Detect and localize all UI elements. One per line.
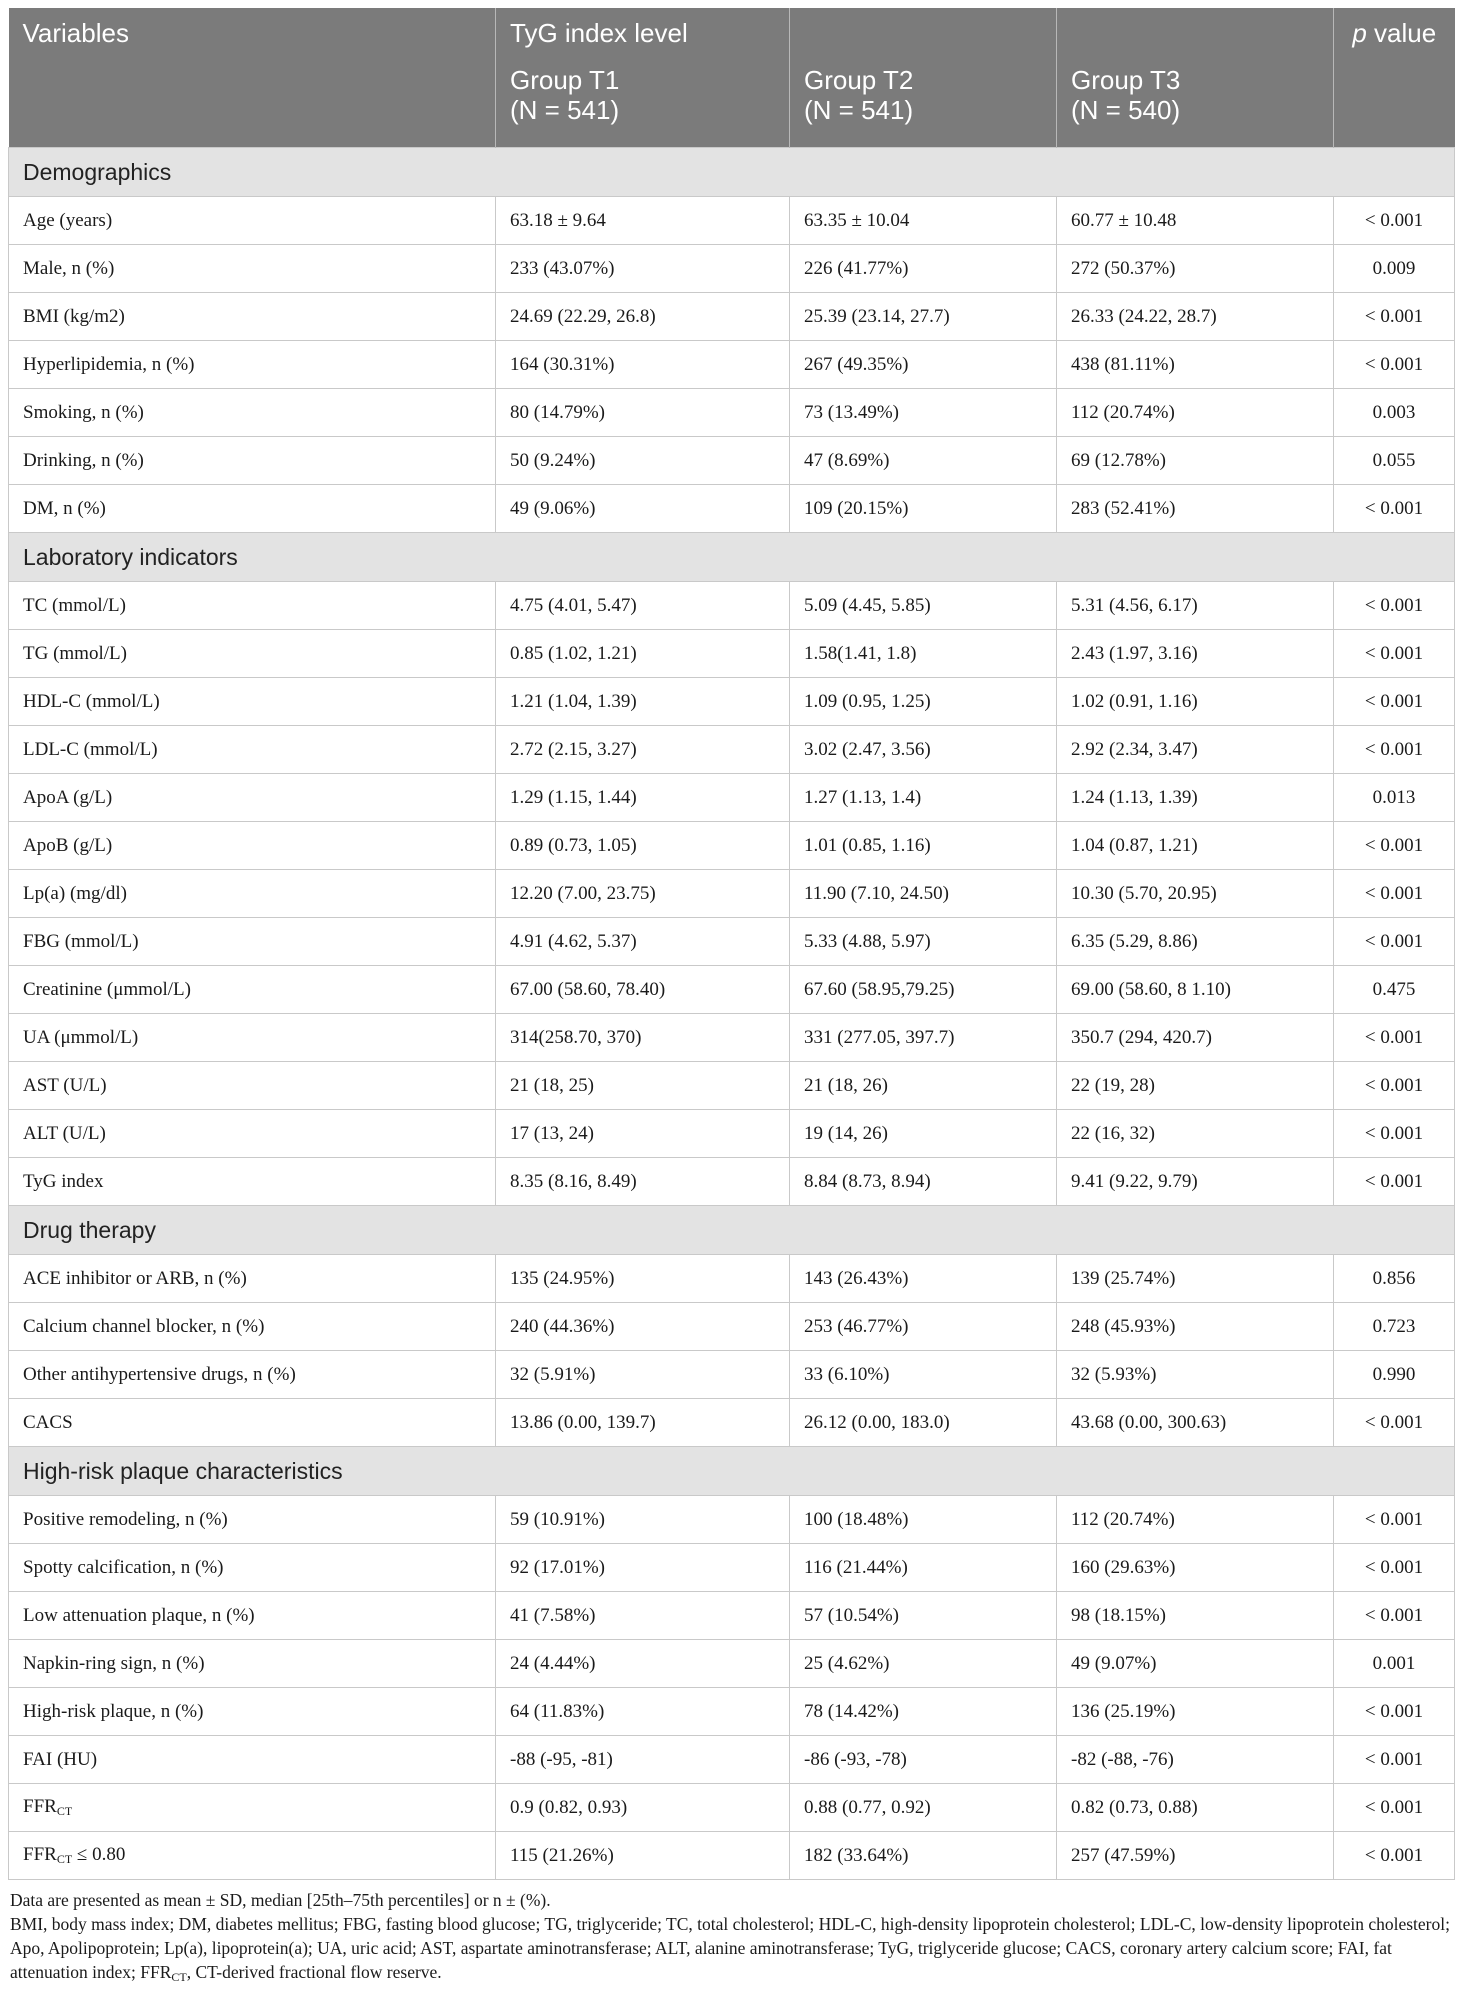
cell-group-t1: 1.29 (1.15, 1.44): [496, 774, 790, 822]
cell-group-t1: 135 (24.95%): [496, 1255, 790, 1303]
cell-group-t3: 49 (9.07%): [1057, 1640, 1334, 1688]
variable-subscript: CT: [56, 1852, 73, 1866]
variable-name: TC (mmol/L): [23, 594, 126, 616]
table-row: [9, 293, 1455, 341]
table-row: [9, 485, 1455, 533]
section-title: Demographics: [9, 148, 1455, 197]
cell-p-value: 0.475: [1334, 966, 1455, 1014]
cell-group-t3: 2.43 (1.97, 3.16): [1057, 630, 1334, 678]
cell-group-t1: -88 (-95, -81): [496, 1736, 790, 1784]
cell-group-t3: 0.82 (0.73, 0.88): [1057, 1784, 1334, 1832]
variable-name: ACE inhibitor or ARB, n (%): [23, 1267, 247, 1289]
header-group-t1: [496, 59, 790, 148]
variable-name: Lp(a) (mg/dl): [23, 882, 127, 904]
table-footnotes: [8, 1888, 1454, 1989]
cell-group-t2: 67.60 (58.95,79.25): [790, 966, 1057, 1014]
table-row: [9, 197, 1455, 245]
cell-group-t1: 314(258.70, 370): [496, 1014, 790, 1062]
variable-name: Calcium channel blocker, n (%): [23, 1315, 265, 1337]
cell-group-t3: 6.35 (5.29, 8.86): [1057, 918, 1334, 966]
cell-variable: [9, 437, 496, 485]
cell-variable: [9, 630, 496, 678]
cell-variable: [9, 341, 496, 389]
cell-group-t1: 4.91 (4.62, 5.37): [496, 918, 790, 966]
variable-name: CACS: [23, 1411, 73, 1433]
cell-group-t3: 9.41 (9.22, 9.79): [1057, 1158, 1334, 1206]
cell-group-t3: 248 (45.93%): [1057, 1303, 1334, 1351]
cell-group-t2: 100 (18.48%): [790, 1496, 1057, 1544]
cell-p-value: < 0.001: [1334, 822, 1455, 870]
cell-variable: [9, 1736, 496, 1784]
table-row: [9, 1158, 1455, 1206]
header-row-1: [9, 8, 1455, 59]
cell-variable: [9, 822, 496, 870]
cell-group-t3: 69 (12.78%): [1057, 437, 1334, 485]
cell-p-value: < 0.001: [1334, 485, 1455, 533]
cell-group-t3: 5.31 (4.56, 6.17): [1057, 582, 1334, 630]
cell-variable: [9, 1110, 496, 1158]
variable-name: Low attenuation plaque, n (%): [23, 1604, 255, 1626]
cell-p-value: < 0.001: [1334, 197, 1455, 245]
table-row: [9, 245, 1455, 293]
cell-group-t1: 0.9 (0.82, 0.93): [496, 1784, 790, 1832]
cell-group-t2: 226 (41.77%): [790, 245, 1057, 293]
table-row: [9, 1110, 1455, 1158]
cell-group-t1: 0.85 (1.02, 1.21): [496, 630, 790, 678]
cell-group-t1: 80 (14.79%): [496, 389, 790, 437]
cell-group-t1: 50 (9.24%): [496, 437, 790, 485]
cell-group-t1: 32 (5.91%): [496, 1351, 790, 1399]
cell-variable: [9, 1496, 496, 1544]
footnote-abbreviations: [10, 1912, 1454, 1989]
table-row: [9, 1736, 1455, 1784]
cell-variable: [9, 1784, 496, 1832]
cell-group-t2: 267 (49.35%): [790, 341, 1057, 389]
table-row: [9, 437, 1455, 485]
header-empty-t3: [1057, 8, 1334, 59]
header-empty-p: [1334, 59, 1455, 148]
cell-variable: [9, 1832, 496, 1880]
group-n: (N = 541): [510, 95, 620, 125]
variable-name: FFR: [23, 1796, 57, 1817]
cell-group-t3: 43.68 (0.00, 300.63): [1057, 1399, 1334, 1447]
variable-name: Drinking, n (%): [23, 449, 144, 471]
cell-p-value: 0.723: [1334, 1303, 1455, 1351]
cell-group-t3: 22 (19, 28): [1057, 1062, 1334, 1110]
cell-group-t3: 136 (25.19%): [1057, 1688, 1334, 1736]
variable-name: Other antihypertensive drugs, n (%): [23, 1363, 296, 1385]
cell-p-value: 0.856: [1334, 1255, 1455, 1303]
cell-group-t3: 350.7 (294, 420.7): [1057, 1014, 1334, 1062]
cell-variable: [9, 1255, 496, 1303]
table-row: [9, 1351, 1455, 1399]
cell-group-t2: 78 (14.42%): [790, 1688, 1057, 1736]
table-row: [9, 1496, 1455, 1544]
group-name: Group T1: [510, 65, 620, 95]
cell-variable: [9, 197, 496, 245]
cell-group-t1: 233 (43.07%): [496, 245, 790, 293]
cell-group-t1: 240 (44.36%): [496, 1303, 790, 1351]
variable-name: FAI (HU): [23, 1748, 98, 1770]
cell-group-t1: 8.35 (8.16, 8.49): [496, 1158, 790, 1206]
cell-group-t2: 33 (6.10%): [790, 1351, 1057, 1399]
table-row: [9, 966, 1455, 1014]
cell-variable: [9, 726, 496, 774]
cell-p-value: < 0.001: [1334, 1832, 1455, 1880]
footnote-abbrev-sub: CT: [171, 1970, 187, 1984]
cell-p-value: < 0.001: [1334, 1544, 1455, 1592]
cell-group-t1: 4.75 (4.01, 5.47): [496, 582, 790, 630]
table-row: [9, 1014, 1455, 1062]
table-row: [9, 774, 1455, 822]
cell-group-t3: 22 (16, 32): [1057, 1110, 1334, 1158]
cell-group-t2: 21 (18, 26): [790, 1062, 1057, 1110]
cell-variable: [9, 293, 496, 341]
table-row: [9, 582, 1455, 630]
table-row: [9, 1062, 1455, 1110]
cell-p-value: < 0.001: [1334, 1062, 1455, 1110]
cell-group-t1: 64 (11.83%): [496, 1688, 790, 1736]
group-name: Group T3: [1071, 65, 1181, 95]
cell-p-value: < 0.001: [1334, 870, 1455, 918]
cell-group-t1: 0.89 (0.73, 1.05): [496, 822, 790, 870]
cell-variable: [9, 870, 496, 918]
cell-group-t3: 160 (29.63%): [1057, 1544, 1334, 1592]
table-row: [9, 870, 1455, 918]
cell-group-t2: 331 (277.05, 397.7): [790, 1014, 1057, 1062]
cell-group-t1: 164 (30.31%): [496, 341, 790, 389]
variable-name: Hyperlipidemia, n (%): [23, 353, 195, 375]
cell-group-t2: 73 (13.49%): [790, 389, 1057, 437]
table-body: [9, 148, 1455, 1880]
cell-group-t3: 60.77 ± 10.48: [1057, 197, 1334, 245]
section-header-row: [9, 1447, 1455, 1496]
cell-p-value: < 0.001: [1334, 1399, 1455, 1447]
cell-group-t3: 10.30 (5.70, 20.95): [1057, 870, 1334, 918]
variable-name: Positive remodeling, n (%): [23, 1508, 228, 1530]
cell-p-value: < 0.001: [1334, 1110, 1455, 1158]
cell-group-t1: 115 (21.26%): [496, 1832, 790, 1880]
table-row: [9, 630, 1455, 678]
cell-variable: [9, 966, 496, 1014]
cell-group-t2: 8.84 (8.73, 8.94): [790, 1158, 1057, 1206]
cell-variable: [9, 1062, 496, 1110]
table-row: [9, 389, 1455, 437]
cell-variable: [9, 389, 496, 437]
table-row: [9, 341, 1455, 389]
table-row: [9, 726, 1455, 774]
table-row: [9, 1544, 1455, 1592]
variable-name: ApoA (g/L): [23, 786, 113, 808]
cell-group-t1: 21 (18, 25): [496, 1062, 790, 1110]
variable-name: ApoB (g/L): [23, 834, 113, 856]
cell-p-value: 0.990: [1334, 1351, 1455, 1399]
header-p-value: [1334, 8, 1455, 59]
cell-group-t3: 32 (5.93%): [1057, 1351, 1334, 1399]
footnote-data-presentation: Data are presented as mean ± SD, median [25th–75th percentiles] or n ± (%).: [10, 1890, 551, 1910]
table-row: [9, 678, 1455, 726]
cell-group-t2: 57 (10.54%): [790, 1592, 1057, 1640]
cell-group-t2: -86 (-93, -78): [790, 1736, 1057, 1784]
cell-p-value: < 0.001: [1334, 1688, 1455, 1736]
cell-variable: [9, 1592, 496, 1640]
cell-group-t1: 59 (10.91%): [496, 1496, 790, 1544]
cell-p-value: < 0.001: [1334, 1496, 1455, 1544]
cell-variable: [9, 774, 496, 822]
cell-group-t3: 1.02 (0.91, 1.16): [1057, 678, 1334, 726]
variable-name: Male, n (%): [23, 257, 115, 279]
header-row-2: [9, 59, 1455, 148]
variable-name: Napkin-ring sign, n (%): [23, 1652, 205, 1674]
cell-group-t1: 12.20 (7.00, 23.75): [496, 870, 790, 918]
cell-group-t2: 143 (26.43%): [790, 1255, 1057, 1303]
group-n: (N = 540): [1071, 95, 1181, 125]
cell-group-t2: 1.09 (0.95, 1.25): [790, 678, 1057, 726]
variable-name: Age (years): [23, 209, 113, 231]
header-p-rest: value: [1366, 18, 1437, 48]
cell-group-t2: 1.27 (1.13, 1.4): [790, 774, 1057, 822]
cell-group-t1: 17 (13, 24): [496, 1110, 790, 1158]
table-row: [9, 1592, 1455, 1640]
cell-variable: [9, 1544, 496, 1592]
cell-group-t2: 47 (8.69%): [790, 437, 1057, 485]
variable-name: FFR: [23, 1844, 57, 1865]
cell-group-t1: 24.69 (22.29, 26.8): [496, 293, 790, 341]
group-name: Group T2: [804, 65, 914, 95]
cell-group-t2: 5.33 (4.88, 5.97): [790, 918, 1057, 966]
header-group-t2: [790, 59, 1057, 148]
header-p-italic: p: [1352, 18, 1367, 48]
header-empty-variables: [9, 59, 496, 148]
section-header-row: [9, 533, 1455, 582]
variable-name: FBG (mmol/L): [23, 930, 139, 952]
table-row: [9, 1399, 1455, 1447]
cell-group-t2: 109 (20.15%): [790, 485, 1057, 533]
cell-group-t1: 13.86 (0.00, 139.7): [496, 1399, 790, 1447]
variable-name: LDL-C (mmol/L): [23, 738, 158, 760]
variable-name: High-risk plaque, n (%): [23, 1700, 204, 1722]
cell-group-t1: 92 (17.01%): [496, 1544, 790, 1592]
variable-name: ALT (U/L): [23, 1122, 106, 1144]
variable-subscript: CT: [56, 1804, 73, 1818]
cell-group-t2: 116 (21.44%): [790, 1544, 1057, 1592]
header-empty-t2: [790, 8, 1057, 59]
table-row: [9, 1784, 1455, 1832]
header-group-t3: [1057, 59, 1334, 148]
cell-group-t2: 182 (33.64%): [790, 1832, 1057, 1880]
cell-group-t2: 25 (4.62%): [790, 1640, 1057, 1688]
cell-group-t3: 26.33 (24.22, 28.7): [1057, 293, 1334, 341]
variable-name: Spotty calcification, n (%): [23, 1556, 224, 1578]
table-container: [8, 8, 1454, 1989]
cell-p-value: < 0.001: [1334, 341, 1455, 389]
cell-group-t3: 139 (25.74%): [1057, 1255, 1334, 1303]
variable-suffix: ≤ 0.80: [72, 1844, 126, 1865]
variable-name: DM, n (%): [23, 497, 106, 519]
cell-p-value: < 0.001: [1334, 1592, 1455, 1640]
table-row: [9, 822, 1455, 870]
cell-group-t2: 63.35 ± 10.04: [790, 197, 1057, 245]
cell-group-t3: 69.00 (58.60, 8 1.10): [1057, 966, 1334, 1014]
cell-variable: [9, 245, 496, 293]
cell-variable: [9, 485, 496, 533]
cell-group-t2: 5.09 (4.45, 5.85): [790, 582, 1057, 630]
variable-name: Smoking, n (%): [23, 401, 144, 423]
cell-group-t2: 253 (46.77%): [790, 1303, 1057, 1351]
cell-group-t2: 26.12 (0.00, 183.0): [790, 1399, 1057, 1447]
header-tyg-level: TyG index level: [496, 8, 790, 59]
cell-group-t3: 1.24 (1.13, 1.39): [1057, 774, 1334, 822]
cell-variable: [9, 1303, 496, 1351]
cell-variable: [9, 582, 496, 630]
cell-p-value: 0.055: [1334, 437, 1455, 485]
cell-group-t1: 49 (9.06%): [496, 485, 790, 533]
baseline-characteristics-table: [8, 8, 1455, 1880]
cell-p-value: < 0.001: [1334, 293, 1455, 341]
cell-variable: [9, 918, 496, 966]
variable-name: Creatinine (μmmol/L): [23, 978, 191, 1000]
cell-group-t1: 63.18 ± 9.64: [496, 197, 790, 245]
cell-group-t2: 1.58(1.41, 1.8): [790, 630, 1057, 678]
footnote-abbrev-main: BMI, body mass index; DM, diabetes mellitus; FBG, fasting blood glucose; TG, triglyceride; TC, total cholesterol; HDL-C, high-density lipoprotein cholesterol; LDL-C, low-density lipoprotein cholesterol; Apo, Apolipoprotein; Lp(a), lipoprotein(a); UA, uric acid; AST, aspartate aminotransferase; ALT, alanine aminotransferase; TyG, triglyceride glucose; CACS, coronary artery calcium score; FAI, fat attenuation index; FFR: [10, 1914, 1450, 1982]
cell-group-t2: 0.88 (0.77, 0.92): [790, 1784, 1057, 1832]
cell-group-t1: 24 (4.44%): [496, 1640, 790, 1688]
cell-group-t3: 98 (18.15%): [1057, 1592, 1334, 1640]
cell-group-t2: 11.90 (7.10, 24.50): [790, 870, 1057, 918]
variable-name: TyG index: [23, 1170, 104, 1192]
table-row: [9, 1255, 1455, 1303]
table-row: [9, 1832, 1455, 1880]
cell-variable: [9, 678, 496, 726]
cell-group-t3: 272 (50.37%): [1057, 245, 1334, 293]
variable-name: BMI (kg/m2): [23, 305, 125, 327]
cell-group-t3: 112 (20.74%): [1057, 389, 1334, 437]
cell-variable: [9, 1014, 496, 1062]
cell-p-value: 0.003: [1334, 389, 1455, 437]
cell-group-t3: -82 (-88, -76): [1057, 1736, 1334, 1784]
cell-p-value: < 0.001: [1334, 582, 1455, 630]
variable-name: TG (mmol/L): [23, 642, 127, 664]
cell-group-t3: 1.04 (0.87, 1.21): [1057, 822, 1334, 870]
variable-name: UA (μmmol/L): [23, 1026, 139, 1048]
table-row: [9, 1640, 1455, 1688]
section-title: Drug therapy: [9, 1206, 1455, 1255]
section-header-row: [9, 148, 1455, 197]
table-row: [9, 1303, 1455, 1351]
section-title: Laboratory indicators: [9, 533, 1455, 582]
cell-group-t1: 41 (7.58%): [496, 1592, 790, 1640]
cell-group-t3: 257 (47.59%): [1057, 1832, 1334, 1880]
cell-p-value: 0.013: [1334, 774, 1455, 822]
section-title: High-risk plaque characteristics: [9, 1447, 1455, 1496]
cell-group-t3: 2.92 (2.34, 3.47): [1057, 726, 1334, 774]
cell-p-value: 0.009: [1334, 245, 1455, 293]
cell-p-value: < 0.001: [1334, 630, 1455, 678]
cell-group-t3: 112 (20.74%): [1057, 1496, 1334, 1544]
cell-group-t2: 19 (14, 26): [790, 1110, 1057, 1158]
cell-group-t3: 283 (52.41%): [1057, 485, 1334, 533]
cell-group-t2: 1.01 (0.85, 1.16): [790, 822, 1057, 870]
cell-p-value: < 0.001: [1334, 726, 1455, 774]
cell-p-value: < 0.001: [1334, 918, 1455, 966]
cell-group-t1: 1.21 (1.04, 1.39): [496, 678, 790, 726]
cell-variable: [9, 1158, 496, 1206]
footnote-abbrev-end: , CT-derived fractional flow reserve.: [186, 1962, 442, 1982]
cell-group-t3: 438 (81.11%): [1057, 341, 1334, 389]
variable-name: AST (U/L): [23, 1074, 107, 1096]
cell-p-value: < 0.001: [1334, 1158, 1455, 1206]
cell-group-t2: 25.39 (23.14, 27.7): [790, 293, 1057, 341]
cell-p-value: < 0.001: [1334, 1736, 1455, 1784]
cell-variable: [9, 1351, 496, 1399]
cell-group-t2: 3.02 (2.47, 3.56): [790, 726, 1057, 774]
cell-variable: [9, 1399, 496, 1447]
cell-group-t1: 67.00 (58.60, 78.40): [496, 966, 790, 1014]
cell-p-value: < 0.001: [1334, 678, 1455, 726]
cell-p-value: < 0.001: [1334, 1784, 1455, 1832]
cell-group-t1: 2.72 (2.15, 3.27): [496, 726, 790, 774]
variable-name: HDL-C (mmol/L): [23, 690, 160, 712]
cell-variable: [9, 1640, 496, 1688]
cell-p-value: < 0.001: [1334, 1014, 1455, 1062]
table-row: [9, 1688, 1455, 1736]
cell-variable: [9, 1688, 496, 1736]
header-variables: Variables: [9, 8, 496, 59]
group-n: (N = 541): [804, 95, 914, 125]
section-header-row: [9, 1206, 1455, 1255]
table-row: [9, 918, 1455, 966]
cell-p-value: 0.001: [1334, 1640, 1455, 1688]
